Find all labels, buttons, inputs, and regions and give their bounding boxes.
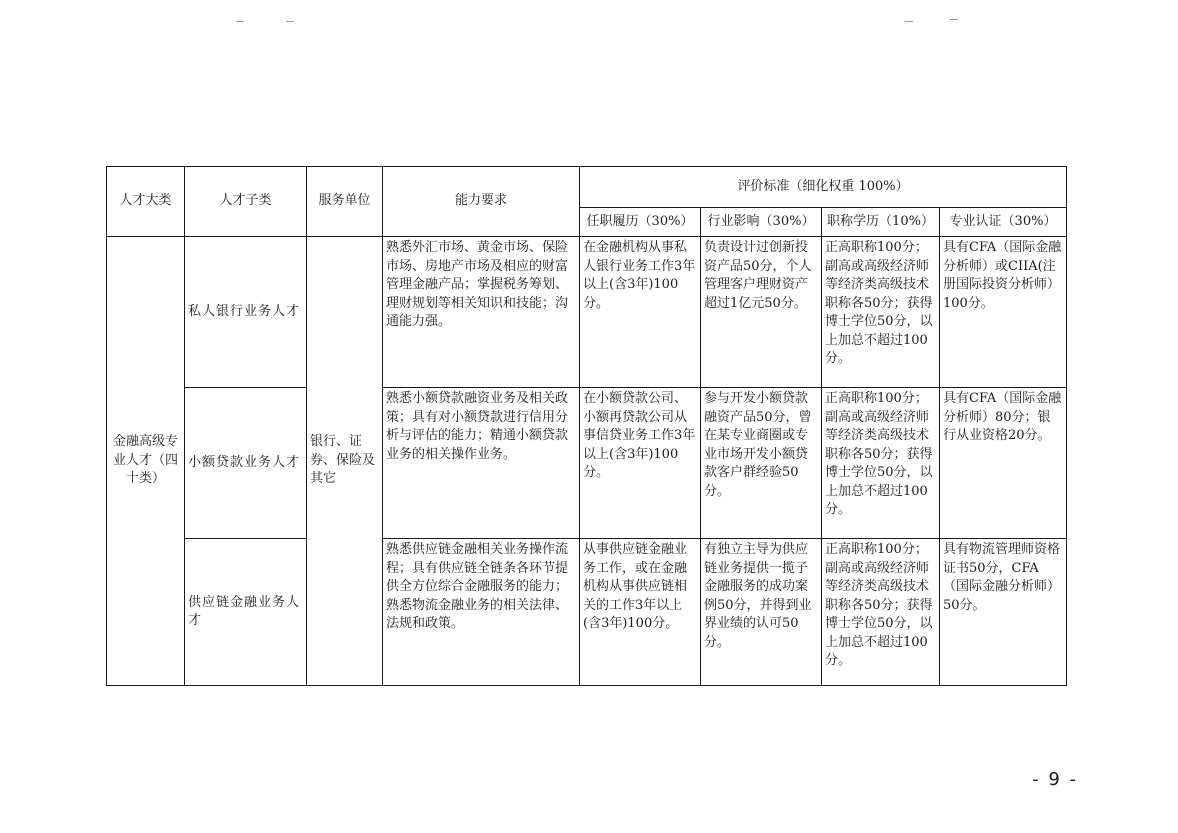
ability-cell: 熟悉小额贷款融资业务及相关政策；具有对小额贷款进行信用分析与评估的能力；精通小额贷款业务的相关操作业务。 — [383, 388, 580, 539]
service-unit-cell: 银行、证券、保险及其它 — [307, 237, 383, 686]
subcategory-cell: 小额贷款业务人才 — [185, 388, 307, 539]
ability-cell: 熟悉外汇市场、黄金市场、保险市场、房地产市场及相应的财富管理金融产品；掌握税务筹划、理财规划等相关知识和技能；沟通能力强。 — [383, 237, 580, 388]
title-edu-cell: 正高职称100分；副高或高级经济师等经济类高级技术职称各50分；获得博士学位50分，以上加总不超过100分。 — [822, 237, 940, 388]
header-subcategory: 人才子类 — [185, 167, 307, 237]
header-certification: 专业认证（30%） — [940, 208, 1067, 237]
certification-cell: 具有物流管理师资格证书50分，CFA（国际金融分析师）50分。 — [940, 539, 1067, 686]
subcategory-cell: 私人银行业务人才 — [185, 237, 307, 388]
table-row — [107, 237, 1067, 388]
scan-mark — [950, 19, 958, 20]
experience-cell: 从事供应链金融业务工作，或在金融机构从事供应链相关的工作3年以上(含3年)100分。 — [580, 539, 701, 686]
header-unit: 服务单位 — [307, 167, 383, 237]
scan-mark — [286, 21, 294, 22]
subcategory-cell: 供应链金融业务人才 — [185, 539, 307, 686]
header-ability: 能力要求 — [383, 167, 580, 237]
table-row — [107, 539, 1067, 686]
influence-cell: 参与开发小额贷款融资产品50分，曾在某专业商圈或专业市场开发小额贷款客户群经验50分。 — [701, 388, 822, 539]
page-number: - 9 - — [1032, 769, 1078, 790]
table-row — [107, 388, 1067, 539]
scan-mark — [236, 21, 244, 22]
header-evaluation: 评价标准（细化权重 100%） — [580, 167, 1067, 208]
category-cell: 金融高级专业人才（四十类） — [107, 237, 185, 686]
ability-cell: 熟悉供应链金融相关业务操作流程；具有供应链全链条各环节提供全方位综合金融服务的能力；熟悉物流金融业务的相关法律、法规和政策。 — [383, 539, 580, 686]
influence-cell: 有独立主导为供应链业务提供一揽子金融服务的成功案例50分，并得到业界业绩的认可50分。 — [701, 539, 822, 686]
experience-cell: 在金融机构从事私人银行业务工作3年以上(含3年)100分。 — [580, 237, 701, 388]
title-edu-cell: 正高职称100分；副高或高级经济师等经济类高级技术职称各50分；获得博士学位50分，以上加总不超过100分。 — [822, 539, 940, 686]
scan-mark — [905, 21, 913, 22]
header-experience: 任职履历（30%） — [580, 208, 701, 237]
header-category: 人才大类 — [107, 167, 185, 237]
experience-cell: 在小额贷款公司、小额再贷款公司从事信贷业务工作3年以上(含3年)100分。 — [580, 388, 701, 539]
certification-cell: 具有CFA（国际金融分析师）80分；银行从业资格20分。 — [940, 388, 1067, 539]
header-title-edu: 职称学历（10%） — [822, 208, 940, 237]
header-row — [107, 167, 1067, 208]
certification-cell: 具有CFA（国际金融分析师）或CIIA(注册国际投资分析师）100分。 — [940, 237, 1067, 388]
influence-cell: 负责设计过创新投资产品50分，个人管理客户理财资产超过1亿元50分。 — [701, 237, 822, 388]
talent-evaluation-table — [106, 166, 1067, 686]
header-influence: 行业影响（30%） — [701, 208, 822, 237]
title-edu-cell: 正高职称100分；副高或高级经济师等经济类高级技术职称各50分；获得博士学位50分，以上加总不超过100分。 — [822, 388, 940, 539]
